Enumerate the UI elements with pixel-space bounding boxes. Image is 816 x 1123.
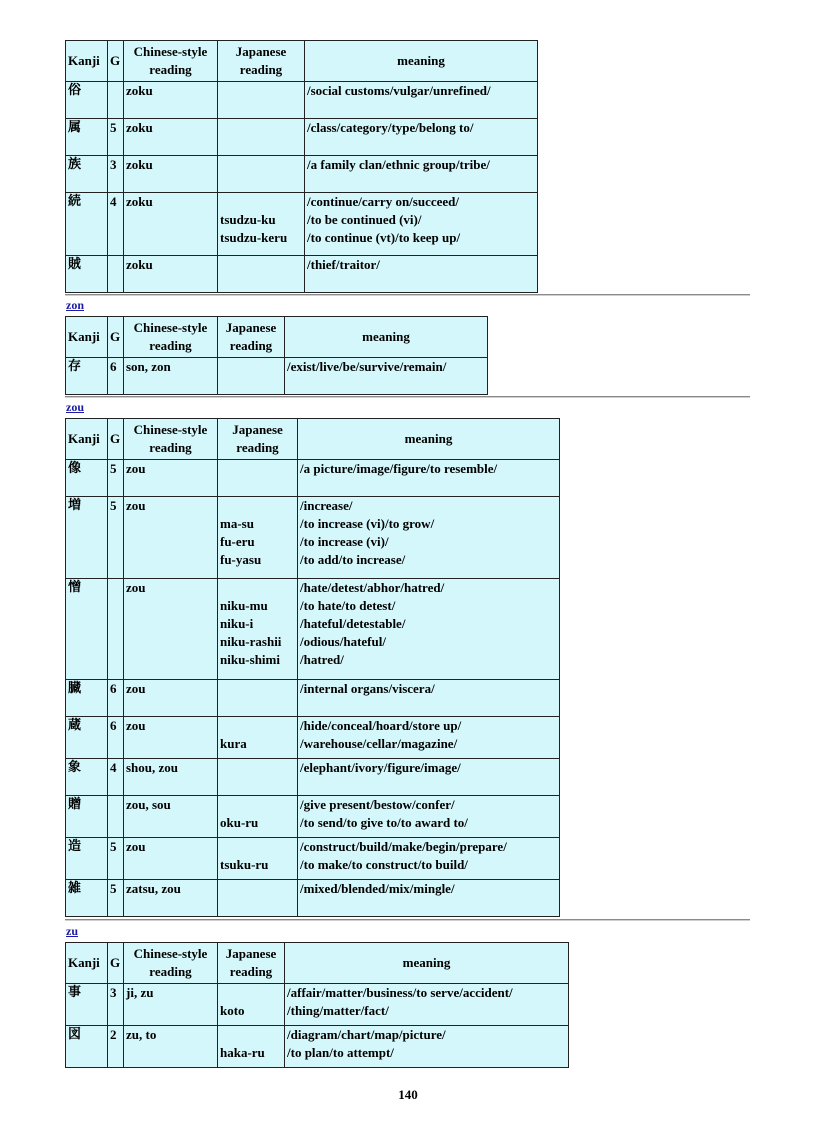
japanese-reading: haka-ru [218,1026,285,1068]
kanji-char: 属 [66,119,108,156]
table-row [66,358,488,395]
grade: 5 [108,460,124,497]
table-row [66,880,560,917]
grade: 5 [108,119,124,156]
table-row [66,759,560,796]
japanese-reading: kura [218,717,298,759]
kanji-char: 贈 [66,796,108,838]
meaning: /internal organs/viscera/ [298,680,560,717]
chinese-reading: zoku [124,156,218,193]
grade: 6 [108,717,124,759]
grade: 4 [108,759,124,796]
meaning: /increase/ /to increase (vi)/to grow/ /to increase (vi)/ /to add/to increase/ [298,497,560,579]
table-row [66,82,538,119]
grade [108,796,124,838]
table-row [66,579,560,680]
kanji-char: 像 [66,460,108,497]
header-grade: G [108,943,124,984]
header-chinese-reading: Chinese-style reading [124,419,218,460]
japanese-reading: ma-su fu-eru fu-yasu [218,497,298,579]
table-header [66,943,569,984]
meaning: /construct/build/make/begin/prepare/ /to make/to construct/to build/ [298,838,560,880]
meaning: /hate/detest/abhor/hatred/ /to hate/to detest/ /hateful/detestable/ /odious/hateful/ /hatred/ [298,579,560,680]
table-row [66,497,560,579]
kanji-char: 賊 [66,256,108,293]
grade: 2 [108,1026,124,1068]
japanese-reading [218,880,298,917]
grade [108,579,124,680]
page-number: 140 [398,1087,418,1102]
kanji-char: 存 [66,358,108,395]
chinese-reading: zou [124,497,218,579]
header-grade: G [108,419,124,460]
grade: 6 [108,680,124,717]
meaning: /social customs/vulgar/unrefined/ [305,82,538,119]
meaning: /continue/carry on/succeed/ /to be continued (vi)/ /to continue (vt)/to keep up/ [305,193,538,256]
meaning: /hide/conceal/hoard/store up/ /warehouse/cellar/magazine/ [298,717,560,759]
grade: 3 [108,156,124,193]
grade: 6 [108,358,124,395]
chinese-reading: zou [124,680,218,717]
chinese-reading: shou, zou [124,759,218,796]
grade: 5 [108,497,124,579]
japanese-reading [218,358,285,395]
table-header [66,41,538,82]
table-row [66,680,560,717]
section-divider [65,396,750,398]
meaning: /a picture/image/figure/to resemble/ [298,460,560,497]
kanji-table-zoku [65,40,538,293]
table-row [66,717,560,759]
kanji-char: 俗 [66,82,108,119]
meaning: /give present/bestow/confer/ /to send/to give to/to award to/ [298,796,560,838]
section-link-zu[interactable]: zu [66,924,78,938]
meaning: /thief/traitor/ [305,256,538,293]
meaning: /exist/live/be/survive/remain/ [285,358,488,395]
header-meaning: meaning [285,943,569,984]
table-row [66,1026,569,1068]
section-divider [65,294,750,296]
table-row [66,460,560,497]
table-row [66,156,538,193]
kanji-char: 族 [66,156,108,193]
header-meaning: meaning [285,317,488,358]
table-header [66,419,560,460]
japanese-reading: tsuku-ru [218,838,298,880]
header-meaning: meaning [305,41,538,82]
kanji-char: 臓 [66,680,108,717]
chinese-reading: zoku [124,193,218,256]
japanese-reading: koto [218,984,285,1026]
kanji-char: 憎 [66,579,108,680]
grade: 5 [108,838,124,880]
header-kanji: Kanji [66,943,108,984]
chinese-reading: ji, zu [124,984,218,1026]
japanese-reading [218,680,298,717]
header-japanese-reading: Japanese reading [218,419,298,460]
meaning: /class/category/type/belong to/ [305,119,538,156]
table-header [66,317,488,358]
header-grade: G [108,317,124,358]
kanji-table-zon [65,316,488,395]
chinese-reading: zoku [124,256,218,293]
section-divider [65,919,750,921]
section-link-zon[interactable]: zon [66,298,84,312]
chinese-reading: zou [124,579,218,680]
header-grade: G [108,41,124,82]
table-row [66,193,538,256]
japanese-reading: niku-mu niku-i niku-rashii niku-shimi [218,579,298,680]
chinese-reading: zoku [124,82,218,119]
japanese-reading [218,460,298,497]
japanese-reading [218,82,305,119]
kanji-char: 造 [66,838,108,880]
meaning: /mixed/blended/mix/mingle/ [298,880,560,917]
table-row [66,796,560,838]
japanese-reading: oku-ru [218,796,298,838]
japanese-reading: tsudzu-ku tsudzu-keru [218,193,305,256]
table-row [66,119,538,156]
header-japanese-reading: Japanese reading [218,41,305,82]
chinese-reading: zoku [124,119,218,156]
meaning: /a family clan/ethnic group/tribe/ [305,156,538,193]
chinese-reading: zou [124,460,218,497]
chinese-reading: zatsu, zou [124,880,218,917]
header-kanji: Kanji [66,419,108,460]
grade: 4 [108,193,124,256]
meaning: /elephant/ivory/figure/image/ [298,759,560,796]
grade [108,82,124,119]
japanese-reading [218,156,305,193]
kanji-char: 蔵 [66,717,108,759]
grade [108,256,124,293]
kanji-char: 続 [66,193,108,256]
grade: 3 [108,984,124,1026]
meaning: /affair/matter/business/to serve/accident/ /thing/matter/fact/ [285,984,569,1026]
chinese-reading: zou, sou [124,796,218,838]
table-row [66,984,569,1026]
header-chinese-reading: Chinese-style reading [124,943,218,984]
kanji-char: 増 [66,497,108,579]
meaning: /diagram/chart/map/picture/ /to plan/to attempt/ [285,1026,569,1068]
kanji-char: 図 [66,1026,108,1068]
header-chinese-reading: Chinese-style reading [124,41,218,82]
kanji-char: 雑 [66,880,108,917]
kanji-char: 象 [66,759,108,796]
header-meaning: meaning [298,419,560,460]
japanese-reading [218,256,305,293]
grade: 5 [108,880,124,917]
table-row [66,838,560,880]
chinese-reading: son, zon [124,358,218,395]
chinese-reading: zu, to [124,1026,218,1068]
japanese-reading [218,759,298,796]
kanji-table-zou [65,418,560,917]
header-chinese-reading: Chinese-style reading [124,317,218,358]
table-row [66,256,538,293]
header-kanji: Kanji [66,317,108,358]
chinese-reading: zou [124,838,218,880]
header-japanese-reading: Japanese reading [218,317,285,358]
header-japanese-reading: Japanese reading [218,943,285,984]
section-link-zou[interactable]: zou [66,400,84,414]
japanese-reading [218,119,305,156]
chinese-reading: zou [124,717,218,759]
kanji-table-zu [65,942,569,1068]
header-kanji: Kanji [66,41,108,82]
kanji-char: 事 [66,984,108,1026]
